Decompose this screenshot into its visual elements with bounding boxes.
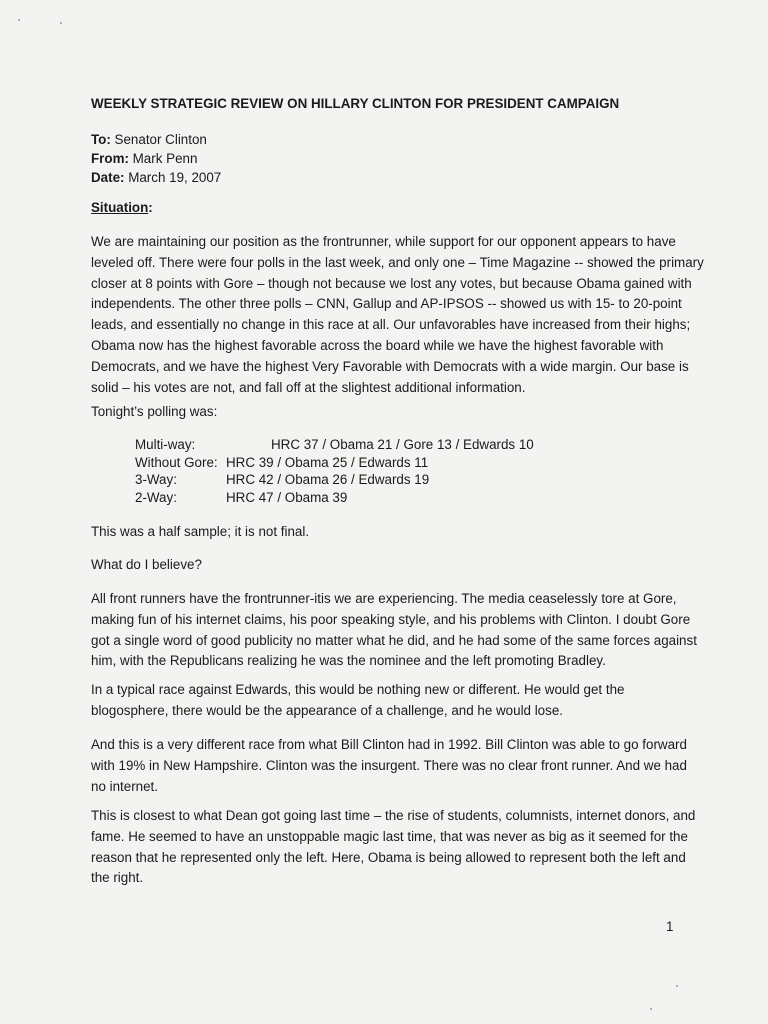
paragraph-line: This is closest to what Dean got going last time – the rise of students, columnists, internet donors, and xyxy=(91,808,696,823)
question-line xyxy=(91,555,691,576)
from-value: Mark Penn xyxy=(128,151,198,166)
frontrunner-paragraph xyxy=(91,589,697,672)
paragraph-line: fame. He seemed to have an unstoppable magic last time, that was never as big as it seemed for the xyxy=(91,828,688,844)
paragraph-line: independents. The other three polls – CNN, Gallup and AP-IPSOS -- showed us with 15- to 20-point xyxy=(91,296,682,312)
scan-speck xyxy=(676,985,678,987)
polling-label: Multi-way: xyxy=(135,437,196,452)
situation-paragraph xyxy=(91,232,704,398)
paragraph-line: What do I believe? xyxy=(91,557,202,572)
paragraph-line: We are maintaining our position as the frontrunner, while support for our opponent appears to have xyxy=(91,234,676,249)
paragraph-line: Tonight’s polling was: xyxy=(91,404,218,419)
paragraph-line: Democrats, and we have the highest Very Favorable with Democrats with a wide margin. Our base is xyxy=(91,358,689,374)
paragraph-line: In a typical race against Edwards, this would be nothing new or different. He would get the xyxy=(91,682,625,697)
date-line xyxy=(91,168,221,187)
paragraph-line: And this is a very different race from what Bill Clinton had in 1992. Bill Clinton was able to go forward xyxy=(91,737,687,752)
from-line xyxy=(91,149,221,168)
bill-clinton-1992-paragraph xyxy=(91,735,691,797)
paragraph-line: leads, and essentially no change in this race at all. Our unfavorables have increased from their highs; xyxy=(91,317,691,333)
paragraph-line: no internet. xyxy=(91,778,158,794)
dean-paragraph xyxy=(91,806,696,889)
paragraph-line: making fun of his internet claims, his poor speaking style, and his problems with Clinton. I doubt Gore xyxy=(91,611,691,627)
paragraph-line: solid – his votes are not, and fall off at the slightest additional information. xyxy=(91,379,526,395)
paragraph-line: the right. xyxy=(91,870,144,886)
scan-speck xyxy=(60,22,62,24)
paragraph-line: him, with the Republicans realizing he was the nominee and the left promoting Bradley. xyxy=(91,653,606,669)
situation-heading xyxy=(91,200,153,215)
polling-value: HRC 37 / Obama 21 / Gore 13 / Edwards 10 xyxy=(271,437,534,452)
page-number: 1 xyxy=(666,919,674,934)
paragraph-line: Obama now has the highest favorable across the board while we have the highest favorable with xyxy=(91,337,664,353)
to-value: Senator Clinton xyxy=(110,132,207,147)
paragraph-line: got a single word of good publicity no matter what he did, and he had some of the same forces against xyxy=(91,632,697,648)
scan-speck xyxy=(650,1008,652,1010)
polling-value: HRC 47 / Obama 39 xyxy=(226,489,348,505)
paragraph-line: All front runners have the frontrunner-itis we are experiencing. The media ceaselessly tore at Gore, xyxy=(91,591,677,606)
date-label: Date: xyxy=(91,170,125,185)
situation-heading-text: Situation xyxy=(91,200,149,215)
to-label: To: xyxy=(91,132,111,147)
paragraph-line: This was a half sample; it is not final. xyxy=(91,524,310,539)
paragraph-line: blogosphere, there would be the appearance of a challenge, and he would lose. xyxy=(91,702,563,718)
polling-value: HRC 42 / Obama 26 / Edwards 19 xyxy=(226,472,430,487)
from-label: From: xyxy=(91,151,129,166)
to-line xyxy=(91,130,221,149)
polling-label: 3-Way: xyxy=(135,472,177,487)
date-value: March 19, 2007 xyxy=(124,170,222,185)
situation-heading-colon: : xyxy=(148,200,153,215)
paragraph-line: reason that he represented only the left. Here, Obama is being allowed to represent both the left and xyxy=(91,849,686,865)
paragraph-line: with 19% in New Hampshire. Clinton was the insurgent. There was no clear front runner. And we had xyxy=(91,757,687,773)
paragraph-line: leveled off. There were four polls in the last week, and only one – Time Magazine -- showed the primary xyxy=(91,254,704,270)
polling-intro xyxy=(91,402,691,423)
scan-speck xyxy=(18,19,20,21)
polling-label: 2-Way: xyxy=(135,489,177,505)
polling-label: Without Gore: xyxy=(135,454,218,470)
paragraph-line: closer at 8 points with Gore – though not because we lost any votes, but because Obama gained with xyxy=(91,275,692,291)
polling-value: HRC 39 / Obama 25 / Edwards 11 xyxy=(226,454,429,470)
memo-title: WEEKLY STRATEGIC REVIEW ON HILLARY CLINTON FOR PRESIDENT CAMPAIGN xyxy=(91,96,620,111)
half-sample-note xyxy=(91,522,691,543)
edwards-paragraph xyxy=(91,680,691,722)
memo-header xyxy=(91,130,221,187)
